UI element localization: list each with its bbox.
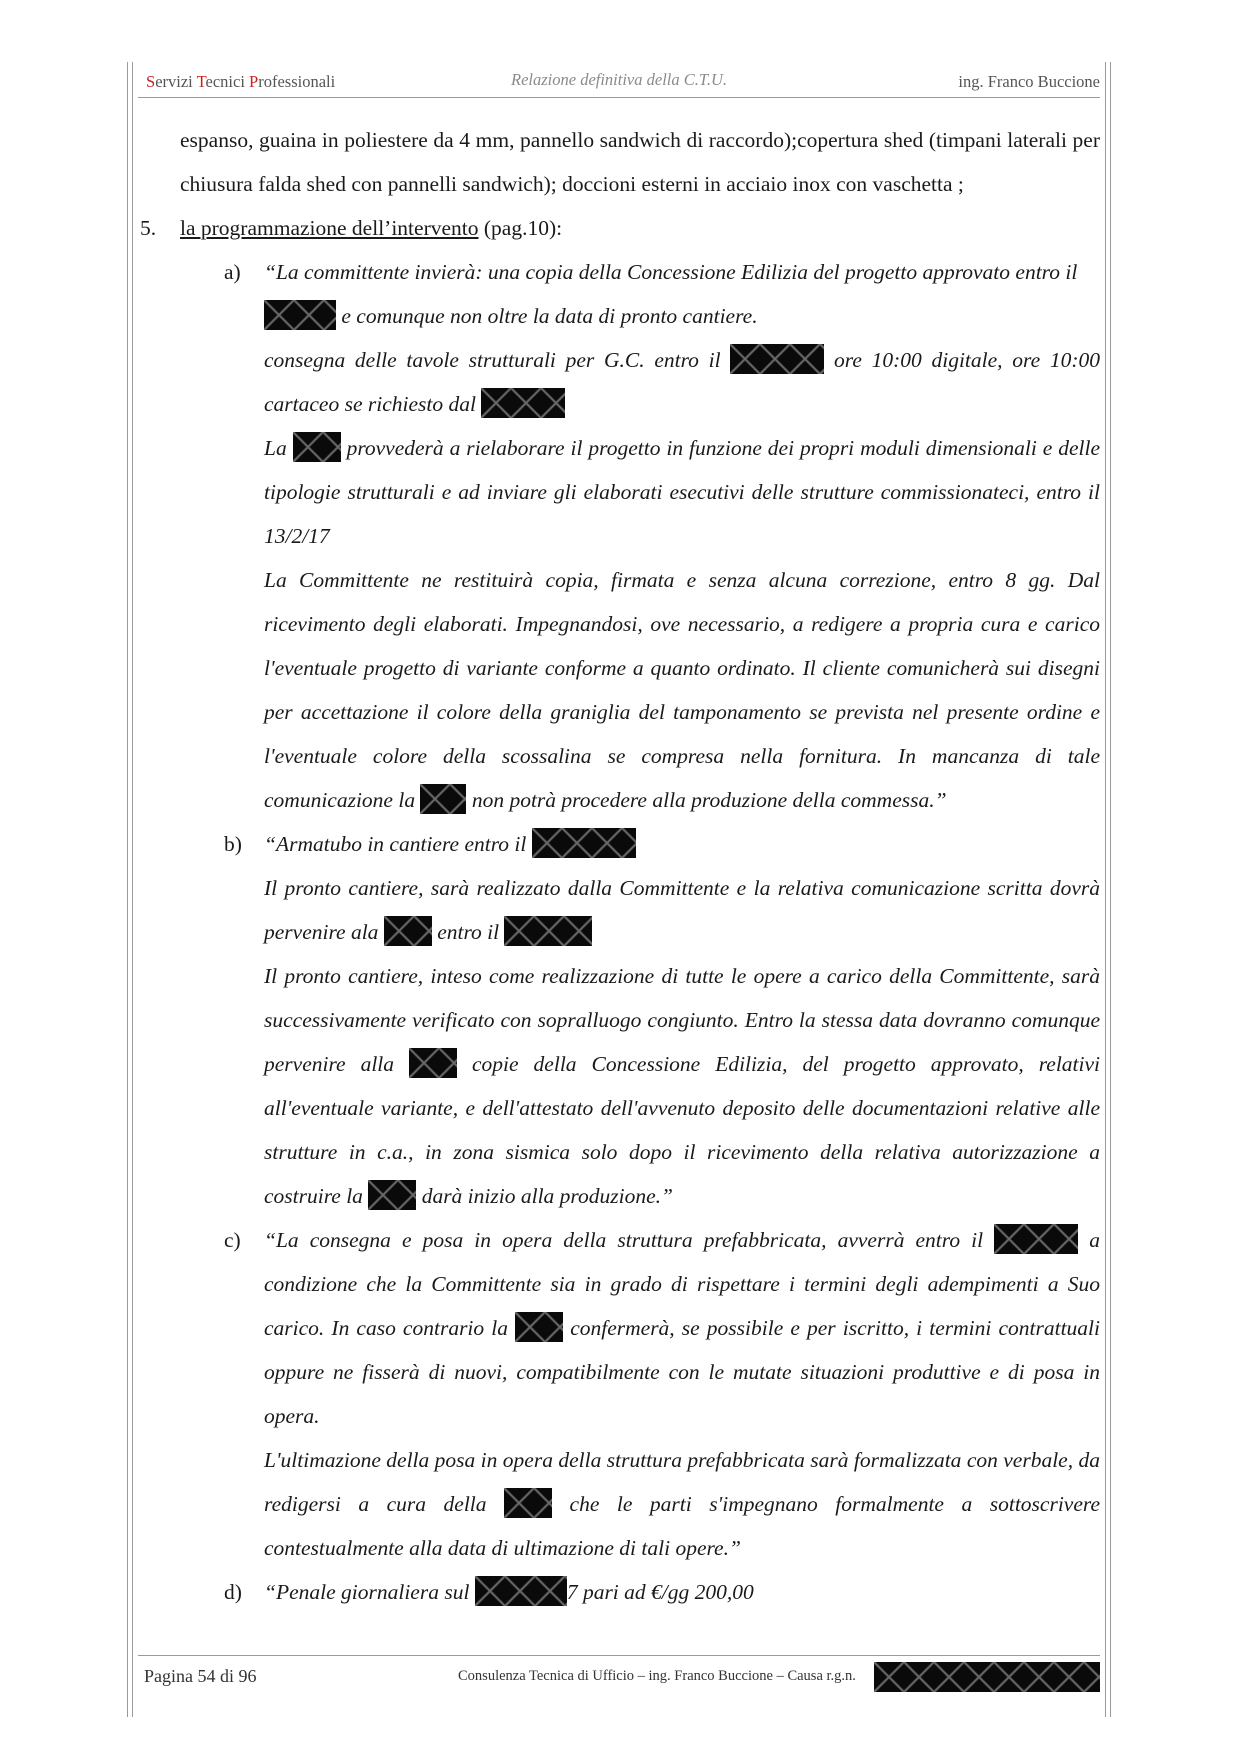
sub-item-d: d) “Penale giornaliera sul 7 pari ad €/gg 200,00 <box>140 1570 1100 1614</box>
redaction-box <box>409 1048 457 1078</box>
intro-paragraph: espanso, guaina in poliestere da 4 mm, pannello sandwich di raccordo);copertura shed (timpani laterali per chiusura falda shed con pannelli sandwich); doccioni esterni in acciaio inox con vaschetta ; <box>180 128 1100 196</box>
redaction-box <box>730 344 824 374</box>
list-item-5 <box>140 206 1100 250</box>
sub-letter: d) <box>224 1580 242 1604</box>
redaction-box <box>384 916 432 946</box>
redaction-box <box>420 784 466 814</box>
redaction-box <box>264 300 336 330</box>
paragraph-b-2: Il pronto cantiere, sarà realizzato dalla Committente e la relativa comunicazione scritta dovrà pervenire ala entro il <box>264 876 1100 944</box>
footer-case-info: Consulenza Tecnica di Ufficio – ing. Franco Buccione – Causa r.g.n. <box>458 1668 856 1684</box>
frame-line-left-outer <box>127 62 128 1717</box>
paragraph-a-2: consegna delle tavole strutturali per G.C. entro il ore 10:00 digitale, ore 10:00 cartaceo se richiesto dal <box>140 338 1100 426</box>
text-a-1: “La committente invierà: una copia della Concessione Edilizia del progetto approvato entro il <box>264 260 1078 284</box>
page-number: Pagina 54 di 96 <box>144 1666 257 1686</box>
page-footer <box>138 1660 1100 1692</box>
frame-line-left-inner <box>132 62 133 1717</box>
sub-item-a <box>140 250 1100 338</box>
redaction-box <box>874 1662 1100 1692</box>
redaction-box <box>475 1576 567 1606</box>
paragraph-a-3: La provvederà a rielaborare il progetto in funzione dei propri moduli dimensionali e delle tipologie strutturali e ad inviare gli elaborati esecutivi delle strutture commissionateci, entro il 13/2/17 <box>140 426 1100 558</box>
frame-line-right-outer <box>1110 62 1111 1717</box>
frame-line-right-inner <box>1105 62 1106 1717</box>
sub-letter: c) <box>224 1228 241 1252</box>
header-document-title: Relazione definitiva della C.T.U. <box>511 70 727 89</box>
redaction-box <box>368 1180 416 1210</box>
header-company: Servizi Tecnici Professionali <box>146 72 336 91</box>
text-a-2: e comunque non oltre la data di pronto cantiere. <box>336 304 758 328</box>
item-page-ref: (pag.10): <box>478 216 563 240</box>
sub-item-c: c) “La consegna e posa in opera della struttura prefabbricata, avverrà entro il a condizione che la Committente sia in grado di rispettare i termini degli adempimenti a Suo carico. In caso contrario la confermerà, se possibile e per iscritto, i termini contrattuali oppure ne fisserà di nuovi, compatibilmente con le mutate situazioni produttive e di posa in opera. <box>140 1218 1100 1438</box>
list-number: 5. <box>140 216 157 240</box>
page-header <box>138 66 1100 96</box>
redaction-box <box>515 1312 563 1342</box>
sub-item-b <box>140 822 1100 866</box>
text-b-1: “Armatubo in cantiere entro il <box>264 832 532 856</box>
paragraph-c-2: L'ultimazione della posa in opera della struttura prefabbricata sarà formalizzata con verbale, da redigersi a cura della che le parti s'impegnano formalmente a sottoscrivere contestualmente alla data di ultimazione di tali opere.” <box>264 1448 1100 1560</box>
footer-rule <box>138 1655 1100 1656</box>
paragraph-a-4: La Committente ne restituirà copia, firmata e senza alcuna correzione, entro 8 gg. Dal ricevimento degli elaborati. Impegnandosi, ove necessario, a redigere a propria cura e carico l'eventuale progetto di variante conforme a quanto ordinato. Il cliente comunicherà sui disegni per accettazione il colore della graniglia del tamponamento se prevista nel presente ordine e l'eventuale colore della scossalina se compresa nella fornitura. In mancanza di tale comunicazione la non potrà procedere alla produzione della commessa.” <box>264 568 1100 812</box>
redaction-box <box>504 916 592 946</box>
header-rule <box>138 97 1100 98</box>
item-title: la programmazione dell’intervento <box>180 216 479 240</box>
redaction-box <box>532 828 636 858</box>
page-body <box>140 118 1100 1614</box>
redaction-box <box>481 388 565 418</box>
header-author: ing. Franco Buccione <box>958 72 1100 91</box>
sub-letter: a) <box>224 260 241 284</box>
sub-letter: b) <box>224 832 242 856</box>
paragraph-b-3: Il pronto cantiere, inteso come realizzazione di tutte le opere a carico della Committente, sarà successivamente verificato con sopralluogo congiunto. Entro la stessa data dovranno comunque pervenire alla copie della Concessione Edilizia, del progetto approvato, relativi all'eventuale variante, e dell'attestato dell'avvenuto deposito delle documentazioni relative alle strutture in c.a., in zona sismica solo dopo il ricevimento della relativa autorizzazione a costruire la darà inizio alla produzione.” <box>264 964 1101 1208</box>
redaction-box <box>994 1224 1078 1254</box>
redaction-box <box>293 432 341 462</box>
redaction-box <box>504 1488 552 1518</box>
